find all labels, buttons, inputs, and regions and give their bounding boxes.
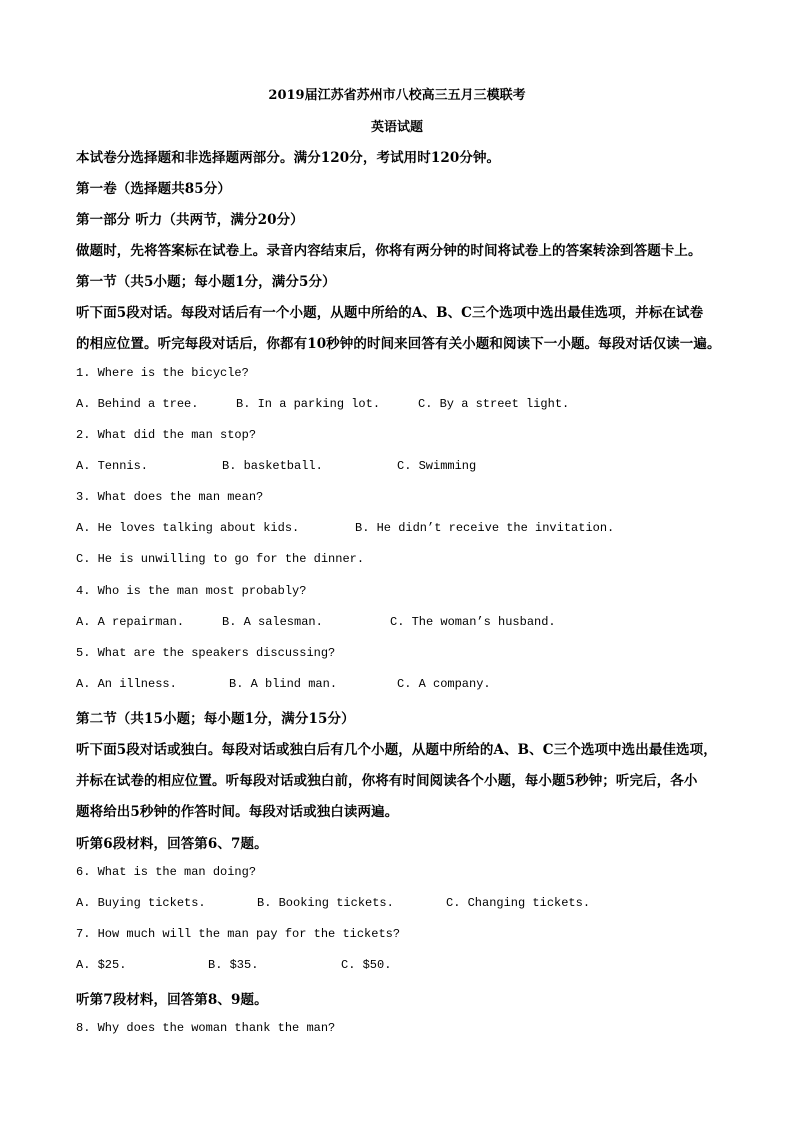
section1-heading: 第一节（共5小题；每小题1分，满分5分） [76, 274, 336, 290]
question-stem: 6. What is the man doing? [76, 865, 257, 879]
option-c: C. Swimming [397, 459, 477, 473]
section1-instruction-1: 听下面5段对话。每段对话后有一个小题，从题中所给的A、B、C三个选项中选出最佳选项，并标在试卷 [76, 305, 704, 321]
question-stem: 1. Where is the bicycle? [76, 366, 249, 380]
question-stem: 4. Who is the man most probably? [76, 584, 307, 598]
option-c: C. A company. [397, 677, 491, 691]
option-c: C. The woman’s husband. [390, 615, 556, 629]
material-6-heading: 听第6段材料，回答第6、7题。 [76, 836, 268, 852]
option-c: C. He is unwilling to go for the dinner. [76, 552, 365, 566]
material-7-heading: 听第7段材料，回答第8、9题。 [76, 992, 268, 1008]
option-a: A. Buying tickets. [76, 896, 206, 910]
option-b: B. Booking tickets. [257, 896, 394, 910]
option-b: B. A blind man. [229, 677, 338, 691]
option-a: A. He loves talking about kids. [76, 521, 300, 535]
option-a: A. An illness. [76, 677, 177, 691]
part-heading: 第一部分 听力（共两节，满分20分） [76, 212, 304, 228]
option-c: C. $50. [341, 958, 392, 972]
part-instruction: 做题时，先将答案标在试卷上。录音内容结束后，你将有两分钟的时间将试卷上的答案转涂到答题卡上。 [76, 243, 702, 259]
option-c: C. By a street light. [418, 397, 570, 411]
option-b: B. A salesman. [222, 615, 323, 629]
question-stem: 8. Why does the woman thank the man? [76, 1021, 336, 1035]
exam-subject: 英语试题 [370, 120, 423, 135]
section2-instruction-2: 并标在试卷的相应位置。听每段对话或独白前，你将有时间阅读各个小题，每小题5秒钟；听完后，各小 [76, 773, 698, 789]
section2-heading: 第二节（共15小题；每小题1分，满分15分） [76, 711, 355, 727]
option-a: A. A repairman. [76, 615, 185, 629]
question-stem: 2. What did the man stop? [76, 428, 257, 442]
volume-heading: 第一卷（选择题共85分） [76, 181, 231, 197]
section2-instruction-3: 题将给出5秒钟的作答时间。每段对话或独白读两遍。 [76, 804, 399, 820]
option-b: B. $35. [208, 958, 259, 972]
option-b: B. In a parking lot. [236, 397, 381, 411]
exam-title: 2019届江苏省苏州市八校高三五月三模联考 [268, 88, 526, 103]
option-b: B. basketball. [222, 459, 323, 473]
question-stem: 5. What are the speakers discussing? [76, 646, 336, 660]
option-b: B. He didn’t receive the invitation. [355, 521, 615, 535]
option-a: A. Tennis. [76, 459, 149, 473]
section2-instruction-1: 听下面5段对话或独白。每段对话或独白后有几个小题，从题中所给的A、B、C三个选项中选出最佳选项， [76, 742, 717, 758]
question-stem: 3. What does the man mean? [76, 490, 264, 504]
section1-instruction-2: 的相应位置。听完每段对话后，你都有10秒钟的时间来回答有关小题和阅读下一小题。每段对话仅读一遍。 [76, 336, 721, 352]
option-a: A. $25. [76, 958, 127, 972]
exam-intro: 本试卷分选择题和非选择题两部分。满分120分，考试用时120分钟。 [76, 150, 501, 166]
option-a: A. Behind a tree. [76, 397, 199, 411]
option-c: C. Changing tickets. [446, 896, 591, 910]
question-stem: 7. How much will the man pay for the tickets? [76, 927, 401, 941]
